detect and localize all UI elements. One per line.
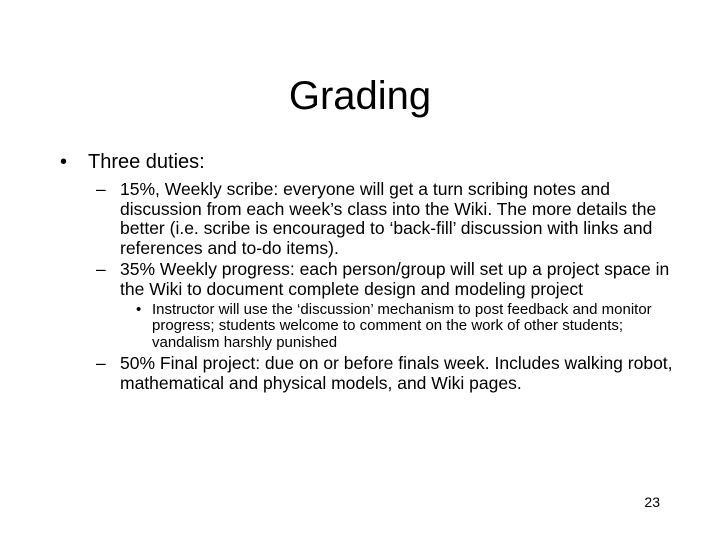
sub-bullet-weekly-scribe [56, 180, 676, 258]
bullet-three-duties [56, 150, 676, 174]
sub-bullet-text: 50% Final project: due on or before finals week. Includes walking robot, mathematical and physical models, and Wiki pages. [120, 353, 673, 393]
slide-body [56, 150, 676, 395]
bullet-marker: • [60, 151, 68, 173]
sub-sub-bullet-text: Instructor will use the ‘discussion’ mechanism to post feedback and monitor progress; students welcome to comment on the work of other students; vandalism harshly punished [152, 300, 652, 351]
bullet-marker: • [136, 300, 142, 318]
sub-bullet-weekly-progress [56, 260, 676, 299]
sub-sub-bullet-instructor-feedback [56, 302, 676, 352]
dash-marker: – [96, 353, 106, 374]
dash-marker: – [96, 179, 106, 199]
dash-marker: – [96, 259, 106, 280]
slide-title: Grading [288, 74, 432, 118]
sub-bullet-text: 15%, Weekly scribe: everyone will get a turn scribing notes and discussion from each week’s class into the Wiki. The more details the better (i.e. scribe is encouraged to ‘back-fill’ discussion with links and references and to-do items). [120, 179, 657, 258]
page-number: 23 [644, 494, 660, 510]
sub-bullet-text: 35% Weekly progress: each person/group will set up a project space in the Wiki to document complete design and modeling project [120, 259, 670, 299]
sub-bullet-final-project [56, 354, 676, 393]
bullet-text: Three duties: [88, 151, 205, 173]
